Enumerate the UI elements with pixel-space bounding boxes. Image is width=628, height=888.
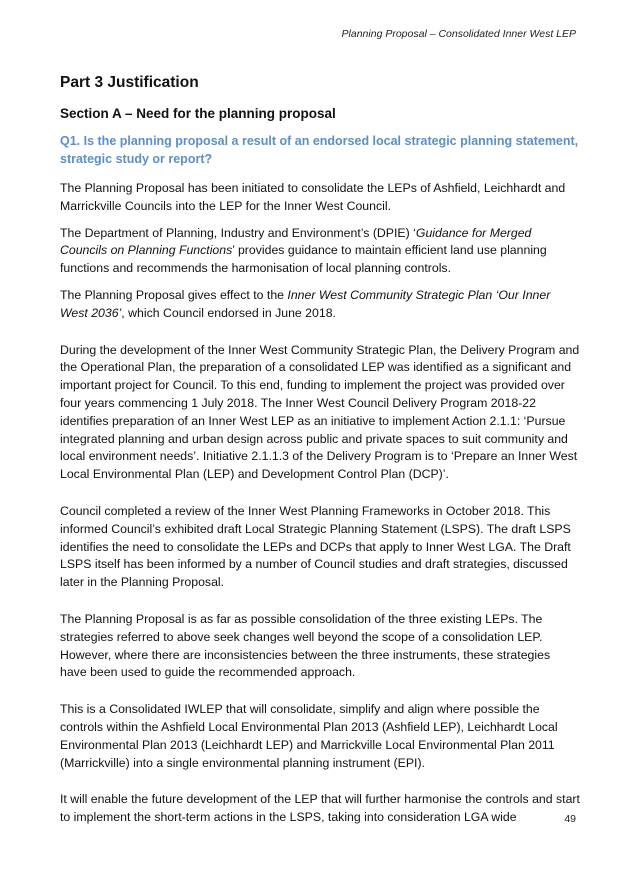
paragraph-7: This is a Consolidated IWLEP that will consolidate, simplify and align where possible the controls within the Ashfield Local Environmental Plan 2013 (Ashfield LEP), Leichhardt Local Environmental Plan 2013 (Leichhardt LEP) and Marrickville Local Environmental Plan 2011 (Marrickville) into a single environmental planning instrument (EPI). — [60, 702, 558, 770]
paragraph-1: The Planning Proposal has been initiated to consolidate the LEPs of Ashfield, Leichhardt and Marrickville Councils into the LEP for the Inner West Council. — [60, 181, 566, 213]
paragraph-3-after: , which Council endorsed in June 2018. — [121, 305, 336, 320]
section-title: Section A – Need for the planning proposal — [60, 106, 336, 121]
question-heading: Q1. Is the planning proposal a result of an endorsed local strategic planning statement, strategic study or report? — [60, 134, 579, 166]
paragraph-2-italic: Guidance for Merged Councils on Planning Functions — [60, 225, 532, 258]
paragraph-5: Council completed a review of the Inner West Planning Frameworks in October 2018. This informed Council’s exhibited draft Local Strategic Planning Statement (LSPS). The draft LSPS identifies the need to consolidate the LEPs and DCPs that apply to Inner West LGA. The Draft LSPS itself has been informed by a number of Council studies and draft strategies, discussed later in the Planning Proposal. — [60, 503, 571, 590]
paragraph-3-before: The Planning Proposal gives effect to the — [60, 287, 288, 302]
part-title: Part 3 Justification — [60, 74, 199, 91]
paragraph-3-italic: Inner West Community Strategic Plan ‘Our Inner West 2036’ — [60, 287, 551, 320]
page-number: 49 — [564, 813, 576, 825]
paragraph-8: It will enable the future development of the LEP that will further harmonise the controls and start to implement the short-term actions in the LSPS, taking into consideration LGA wide — [60, 792, 580, 825]
paragraph-4: During the development of the Inner West Community Strategic Plan, the Delivery Program and the Operational Plan, the preparation of a consolidated LEP was identified as a significant and important project for Council. To this end, funding to implement the project was provided over four years commencing 1 July 2018. The Inner West Council Delivery Program 2018-22 identifies preparation of an Inner West LEP as an initiative to implement Action 2.1.1: ‘Pursue integrated planning and urban design across public and private spaces to suit community and local environment needs’. Initiative 2.1.1.3 of the Delivery Program is to ‘Prepare an Inner West Local Environmental Plan (LEP) and Development Control Plan (DCP)’. — [60, 342, 580, 482]
page-content — [60, 74, 580, 836]
paragraph-3 — [60, 287, 580, 323]
paragraph-2 — [60, 225, 580, 278]
paragraph-2-after: ’ provides guidance to maintain efficient land use planning functions and recommends the harmonisation of local planning controls. — [60, 243, 547, 276]
paragraph-6: The Planning Proposal is as far as possible consolidation of the three existing LEPs. The strategies referred to above seek changes well beyond the scope of a consolidation LEP. However, where there are inconsistencies between the three instruments, these strategies have been used to guide the recommended approach. — [60, 611, 551, 680]
paragraph-2-before: The Department of Planning, Industry and Environment’s (DPIE) ‘ — [60, 225, 416, 240]
running-header: Planning Proposal – Consolidated Inner West LEP — [341, 28, 576, 40]
